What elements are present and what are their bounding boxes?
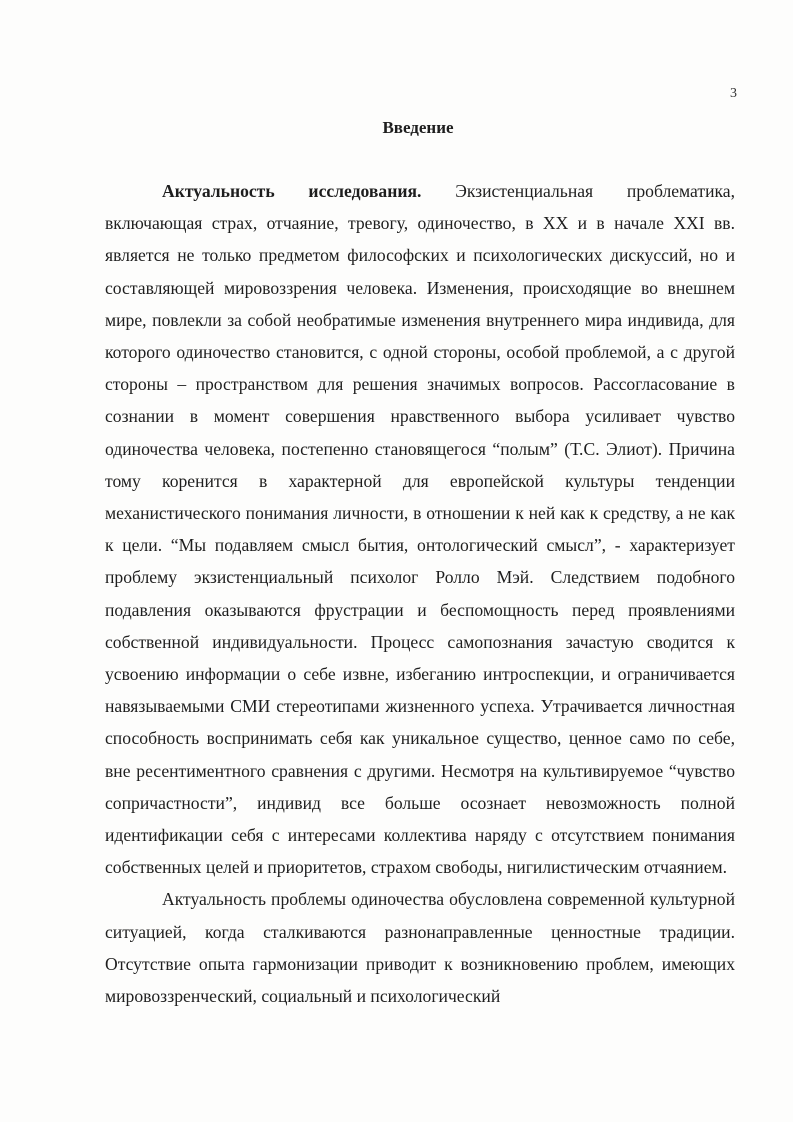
paragraph-relevance [105, 175, 735, 883]
page-number: 3 [730, 86, 737, 101]
paragraph-loneliness [105, 883, 735, 1012]
paragraph-text: Экзистенциальная проблематика, включающая страх, отчаяние, тревогу, одиночество, в XX и в начале XXI вв. является не только предметом философских и психологических дискуссий, но и составляющей мировоззрения человека. Изменения, происходящие во внешнем мире, повлекли за собой необратимые изменения внутреннего мира индивида, для которого одиночество становится, с одной стороны, особой проблемой, а с другой стороны – пространством для решения значимых вопросов. Рассогласование в сознании в момент совершения нравственного выбора усиливает чувство одиночества человека, постепенно становящегося “полым” (Т.С. Элиот). Причина тому коренится в характерной для европейской культуры тенденции механистического понимания личности, в отношении к ней как к средству, а не как к цели. “Мы подавляем смысл бытия, онтологический смысл”, - характеризует проблему экзистенциальный психолог Ролло Мэй. Следствием подобного подавления оказываются фрустрации и беспомощность перед проявлениями собственной индивидуальности. Процесс самопознания зачастую сводится к усвоению информации о себе извне, избеганию интроспекции, и ограничивается навязываемыми СМИ стереотипами жизненного успеха. Утрачивается личностная способность воспринимать себя как уникальное существо, ценное само по себе, вне ресентиментного сравнения с другими. Несмотря на культивируемое “чувство сопричастности”, индивид все больше осознает невозможность полной идентификации себя с интересами коллектива наряду с отсутствием понимания собственных целей и приоритетов, страхом свободы, нигилистическим отчаянием. [105, 181, 736, 878]
page-title: Введение [382, 118, 454, 137]
paragraph-lead: Актуальность исследования. [162, 181, 422, 201]
document-body [105, 175, 735, 1012]
paragraph-text: Актуальность проблемы одиночества обусловлена современной культурной ситуацией, когда сталкиваются разнонаправленные ценностные традиции. Отсутствие опыта гармонизации приводит к возникновению проблем, имеющих мировоззренческий, социальный и психологический [105, 889, 735, 1007]
